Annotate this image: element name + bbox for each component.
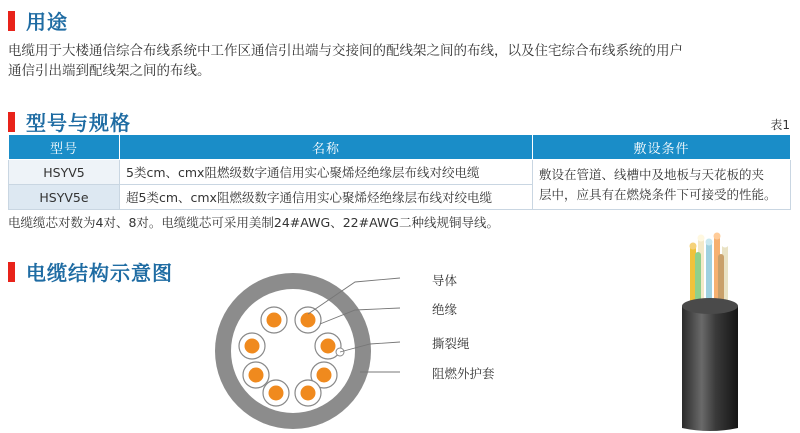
wire — [695, 252, 701, 306]
section-usage-header — [8, 6, 68, 35]
condition-line-2: 层中，应具有在燃烧条件下可接受的性能。 — [539, 186, 777, 202]
cable-jacket — [682, 300, 738, 431]
section-structure-title: 电缆结构示意图 — [26, 261, 173, 285]
section-usage-title: 用途 — [26, 10, 68, 34]
table-row — [9, 160, 791, 185]
table-header-row — [9, 135, 791, 160]
cell-model: HSYV5 — [9, 160, 120, 185]
cell-name: 5类cm、cmx阻燃级数字通信用实心聚烯烃绝缘层布线对绞电缆 — [120, 160, 533, 185]
wire — [718, 254, 724, 306]
header-name: 名称 — [120, 135, 533, 160]
conductor-dot — [301, 313, 316, 328]
header-condition: 敷设条件 — [533, 135, 791, 160]
cell-model: HSYV5e — [9, 185, 120, 210]
cable-photo-illustration — [668, 228, 758, 433]
wire-tip — [706, 239, 713, 246]
wire — [706, 242, 712, 304]
section-marker — [8, 112, 15, 132]
conductor-dot — [245, 339, 260, 354]
usage-line-2: 通信引出端到配线架之间的布线。 — [8, 63, 211, 79]
section-structure-header — [8, 257, 173, 286]
table-note: 表1 — [770, 118, 790, 132]
section-spec-title: 型号与规格 — [26, 111, 131, 135]
conductor-dot — [301, 386, 316, 401]
label-insulation: 绝缘 — [432, 302, 458, 317]
cell-name: 超5类cm、cmx阻燃级数字通信用实心聚烯烃绝缘层布线对绞电缆 — [120, 185, 533, 210]
wire-tip — [690, 243, 697, 250]
wire-tip — [722, 241, 729, 248]
section-marker — [8, 11, 15, 31]
cell-condition — [533, 160, 791, 210]
conductor-dot — [267, 313, 282, 328]
jacket-cut-end — [682, 298, 738, 314]
usage-line-1: 电缆用于大楼通信综合布线系统中工作区通信引出端与交接间的配线架之间的布线，以及住宅综合布线系统的用户 — [8, 43, 683, 59]
usage-paragraph — [8, 41, 798, 81]
wire-tip — [714, 233, 721, 240]
conductor-dot — [269, 386, 284, 401]
conductor-dot — [317, 368, 332, 383]
wire-tip — [698, 235, 705, 242]
header-model: 型号 — [9, 135, 120, 160]
footnote: 电缆缆芯对数为4对、8对。电缆缆芯可采用美制24#AWG、22#AWG二种线规铜导线。 — [8, 215, 499, 230]
conductor-dot — [249, 368, 264, 383]
section-spec-header — [8, 107, 131, 136]
section-marker — [8, 262, 15, 282]
condition-line-1: 敷设在管道、线槽中及地板与天花板的夹 — [539, 166, 765, 182]
conductor-dot — [321, 339, 336, 354]
label-jacket: 阻燃外护套 — [432, 366, 495, 381]
spec-table — [8, 134, 791, 210]
label-ripcord: 撕裂绳 — [432, 336, 470, 351]
cable-cross-section-diagram — [210, 262, 410, 433]
label-conductor: 导体 — [432, 273, 458, 288]
